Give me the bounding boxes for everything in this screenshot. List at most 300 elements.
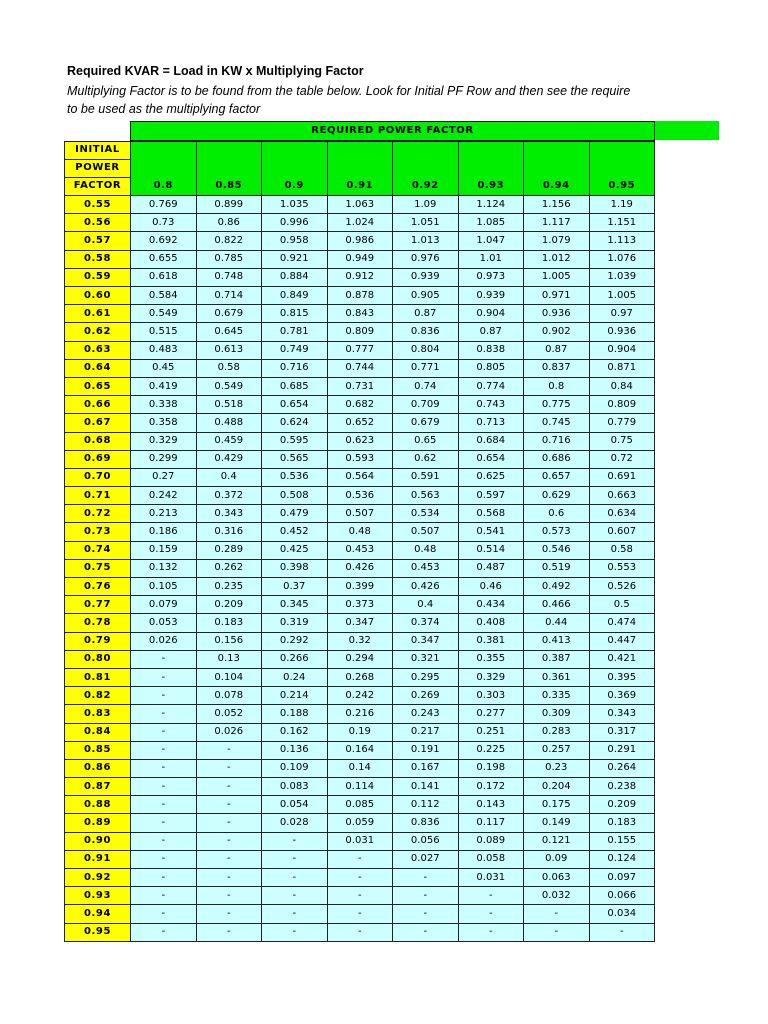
factor-cell: 0.515 xyxy=(131,323,197,341)
instruction-line-1: Multiplying Factor is to be found from the table below. Look for Initial PF Row and then see the require xyxy=(67,84,631,98)
initial-pf-label: 0.68 xyxy=(65,432,131,450)
factor-cell: 0.335 xyxy=(524,687,590,705)
factor-cell: 0.264 xyxy=(589,759,655,777)
factor-cell: - xyxy=(327,850,393,868)
factor-cell: - xyxy=(131,650,197,668)
factor-cell: 0.167 xyxy=(393,759,459,777)
factor-cell: 0.73 xyxy=(131,214,197,232)
table-row xyxy=(65,905,655,923)
factor-cell: 0.971 xyxy=(524,287,590,305)
factor-cell: 0.553 xyxy=(589,559,655,577)
factor-cell: 0.44 xyxy=(524,614,590,632)
factor-cell: 0.291 xyxy=(589,741,655,759)
factor-cell: - xyxy=(196,923,262,941)
factor-cell: 0.836 xyxy=(393,814,459,832)
factor-cell: - xyxy=(262,869,328,887)
factor-cell: 0.713 xyxy=(458,414,524,432)
factor-cell: 0.143 xyxy=(458,796,524,814)
initial-pf-label: 0.76 xyxy=(65,578,131,596)
factor-cell: - xyxy=(131,705,197,723)
initial-header-line-3: FACTOR xyxy=(65,177,131,195)
factor-cell: - xyxy=(393,869,459,887)
factor-cell: 0.242 xyxy=(327,687,393,705)
factor-cell: 0.905 xyxy=(393,287,459,305)
factor-cell: 0.257 xyxy=(524,741,590,759)
factor-cell: 0.225 xyxy=(458,741,524,759)
factor-cell: 0.645 xyxy=(196,323,262,341)
header-row-1 xyxy=(65,141,655,159)
factor-cell: - xyxy=(131,796,197,814)
factor-cell: 0.217 xyxy=(393,723,459,741)
factor-cell: 0.136 xyxy=(262,741,328,759)
factor-cell: - xyxy=(327,869,393,887)
factor-cell: 0.613 xyxy=(196,341,262,359)
factor-cell: 1.024 xyxy=(327,214,393,232)
table-row xyxy=(65,650,655,668)
factor-cell: 0.549 xyxy=(131,305,197,323)
factor-cell: 0.183 xyxy=(196,614,262,632)
factor-cell: - xyxy=(131,778,197,796)
factor-cell: 0.083 xyxy=(262,778,328,796)
initial-pf-label: 0.63 xyxy=(65,341,131,359)
table-row xyxy=(65,305,655,323)
initial-pf-label: 0.70 xyxy=(65,468,131,486)
factor-cell: 0.731 xyxy=(327,377,393,395)
factor-cell: - xyxy=(262,887,328,905)
factor-cell: 1.063 xyxy=(327,196,393,214)
factor-cell: 0.429 xyxy=(196,450,262,468)
factor-cell: 0.321 xyxy=(393,650,459,668)
factor-cell: 0.939 xyxy=(393,268,459,286)
factor-cell: 0.686 xyxy=(524,450,590,468)
factor-cell: 0.026 xyxy=(131,632,197,650)
factor-cell: 0.372 xyxy=(196,487,262,505)
factor-cell: 0.568 xyxy=(458,505,524,523)
factor-cell: - xyxy=(131,869,197,887)
factor-cell: 0.183 xyxy=(589,814,655,832)
factor-cell: 0.32 xyxy=(327,632,393,650)
initial-pf-label: 0.82 xyxy=(65,687,131,705)
factor-cell: 0.23 xyxy=(524,759,590,777)
factor-cell: 0.162 xyxy=(262,723,328,741)
factor-cell: 0.838 xyxy=(458,341,524,359)
factor-cell: - xyxy=(131,759,197,777)
factor-cell: 0.343 xyxy=(589,705,655,723)
document-heading: Required KVAR = Load in KW x Multiplying Factor xyxy=(67,64,364,78)
factor-cell: - xyxy=(131,832,197,850)
factor-cell: - xyxy=(589,923,655,941)
factor-cell: 0.87 xyxy=(393,305,459,323)
factor-cell: 0.19 xyxy=(327,723,393,741)
factor-cell: 0.692 xyxy=(131,232,197,250)
factor-cell: 0.72 xyxy=(589,450,655,468)
initial-pf-label: 0.78 xyxy=(65,614,131,632)
factor-cell: 0.805 xyxy=(458,359,524,377)
factor-cell: 0.743 xyxy=(458,396,524,414)
factor-cell: 0.97 xyxy=(589,305,655,323)
factor-cell: 0.58 xyxy=(196,359,262,377)
table-row xyxy=(65,614,655,632)
initial-pf-label: 0.74 xyxy=(65,541,131,559)
factor-cell: 0.65 xyxy=(393,432,459,450)
factor-cell: 0.089 xyxy=(458,832,524,850)
factor-cell: - xyxy=(196,741,262,759)
factor-cell: 0.781 xyxy=(262,323,328,341)
factor-cell: 0.654 xyxy=(458,450,524,468)
table-row xyxy=(65,468,655,486)
factor-cell: - xyxy=(327,887,393,905)
factor-cell: 0.121 xyxy=(524,832,590,850)
header-row-3 xyxy=(65,177,655,195)
factor-cell: 0.843 xyxy=(327,305,393,323)
table-row xyxy=(65,487,655,505)
factor-cell: 0.48 xyxy=(327,523,393,541)
factor-cell: 0.86 xyxy=(196,214,262,232)
factor-cell: 0.204 xyxy=(524,778,590,796)
factor-cell: 0.62 xyxy=(393,450,459,468)
factor-cell: 0.251 xyxy=(458,723,524,741)
factor-cell: 0.27 xyxy=(131,468,197,486)
table-row xyxy=(65,632,655,650)
factor-cell: 0.618 xyxy=(131,268,197,286)
factor-cell: 1.076 xyxy=(589,250,655,268)
factor-cell: 0.453 xyxy=(393,559,459,577)
factor-cell: 0.878 xyxy=(327,287,393,305)
factor-cell: 0.921 xyxy=(262,250,328,268)
factor-cell: 1.005 xyxy=(589,287,655,305)
factor-cell: 0.709 xyxy=(393,396,459,414)
factor-cell: 0.74 xyxy=(393,377,459,395)
factor-cell: 0.329 xyxy=(131,432,197,450)
factor-cell: 0.114 xyxy=(327,778,393,796)
initial-header-line-1: INITIAL xyxy=(65,141,131,159)
factor-cell: - xyxy=(131,741,197,759)
table-row xyxy=(65,287,655,305)
factor-cell: 0.453 xyxy=(327,541,393,559)
table-row xyxy=(65,377,655,395)
initial-pf-label: 0.77 xyxy=(65,596,131,614)
factor-cell: 0.347 xyxy=(393,632,459,650)
factor-cell: 0.198 xyxy=(458,759,524,777)
factor-cell: 0.37 xyxy=(262,578,328,596)
factor-cell: 0.317 xyxy=(589,723,655,741)
factor-cell: 1.035 xyxy=(262,196,328,214)
factor-cell: 0.769 xyxy=(131,196,197,214)
factor-cell: - xyxy=(327,923,393,941)
factor-cell: 0.492 xyxy=(524,578,590,596)
factor-cell: 1.047 xyxy=(458,232,524,250)
factor-cell: 0.623 xyxy=(327,432,393,450)
factor-cell: 0.426 xyxy=(393,578,459,596)
factor-cell: 0.483 xyxy=(131,341,197,359)
factor-cell: 0.899 xyxy=(196,196,262,214)
factor-cell: 0.309 xyxy=(524,705,590,723)
factor-cell: 1.156 xyxy=(524,196,590,214)
table-row xyxy=(65,541,655,559)
factor-cell: 0.373 xyxy=(327,596,393,614)
factor-cell: 0.822 xyxy=(196,232,262,250)
factor-cell: 0.679 xyxy=(196,305,262,323)
initial-pf-label: 0.57 xyxy=(65,232,131,250)
factor-cell: 0.238 xyxy=(589,778,655,796)
factor-cell: 0.785 xyxy=(196,250,262,268)
factor-cell: 0.563 xyxy=(393,487,459,505)
factor-cell: 0.8 xyxy=(524,377,590,395)
factor-cell: 0.849 xyxy=(262,287,328,305)
factor-cell: 0.684 xyxy=(458,432,524,450)
initial-pf-label: 0.89 xyxy=(65,814,131,832)
factor-cell: - xyxy=(458,923,524,941)
factor-cell: 1.079 xyxy=(524,232,590,250)
table-row xyxy=(65,687,655,705)
factor-cell: 1.09 xyxy=(393,196,459,214)
factor-cell: 0.48 xyxy=(393,541,459,559)
factor-cell: 0.625 xyxy=(458,468,524,486)
factor-cell: 0.191 xyxy=(393,741,459,759)
factor-cell: 0.624 xyxy=(262,414,328,432)
factor-cell: 0.479 xyxy=(262,505,328,523)
factor-cell: 0.549 xyxy=(196,377,262,395)
factor-cell: - xyxy=(262,832,328,850)
factor-cell: 0.316 xyxy=(196,523,262,541)
initial-pf-label: 0.87 xyxy=(65,778,131,796)
factor-cell: 0.87 xyxy=(524,341,590,359)
factor-cell: 0.682 xyxy=(327,396,393,414)
initial-pf-label: 0.81 xyxy=(65,668,131,686)
column-header: 0.9 xyxy=(262,177,328,195)
factor-cell: - xyxy=(262,905,328,923)
initial-pf-label: 0.73 xyxy=(65,523,131,541)
factor-cell: - xyxy=(131,723,197,741)
initial-pf-label: 0.84 xyxy=(65,723,131,741)
factor-cell: - xyxy=(262,923,328,941)
initial-pf-label: 0.90 xyxy=(65,832,131,850)
factor-cell: 0.986 xyxy=(327,232,393,250)
factor-cell: 0.294 xyxy=(327,650,393,668)
factor-cell: 0.949 xyxy=(327,250,393,268)
factor-cell: - xyxy=(196,759,262,777)
factor-cell: 0.716 xyxy=(524,432,590,450)
factor-cell: 1.113 xyxy=(589,232,655,250)
factor-cell: 0.413 xyxy=(524,632,590,650)
factor-cell: - xyxy=(131,850,197,868)
factor-cell: - xyxy=(196,905,262,923)
factor-cell: 0.884 xyxy=(262,268,328,286)
factor-cell: 0.871 xyxy=(589,359,655,377)
table-row xyxy=(65,723,655,741)
factor-cell: - xyxy=(196,832,262,850)
factor-cell: 0.584 xyxy=(131,287,197,305)
factor-cell: 0.054 xyxy=(262,796,328,814)
factor-cell: 0.593 xyxy=(327,450,393,468)
factor-cell: 0.936 xyxy=(589,323,655,341)
factor-cell: 0.912 xyxy=(327,268,393,286)
factor-cell: 0.434 xyxy=(458,596,524,614)
factor-cell: - xyxy=(131,687,197,705)
factor-cell: 0.032 xyxy=(524,887,590,905)
factor-cell: - xyxy=(131,668,197,686)
factor-cell: - xyxy=(131,814,197,832)
factor-cell: 0.303 xyxy=(458,687,524,705)
initial-pf-label: 0.62 xyxy=(65,323,131,341)
factor-cell: 1.012 xyxy=(524,250,590,268)
initial-pf-label: 0.67 xyxy=(65,414,131,432)
initial-pf-label: 0.75 xyxy=(65,559,131,577)
factor-cell: 0.652 xyxy=(327,414,393,432)
factor-cell: 0.132 xyxy=(131,559,197,577)
factor-cell: 0.777 xyxy=(327,341,393,359)
factor-cell: 0.607 xyxy=(589,523,655,541)
factor-cell: 0.24 xyxy=(262,668,328,686)
factor-cell: 0.031 xyxy=(327,832,393,850)
factor-cell: 1.005 xyxy=(524,268,590,286)
factor-cell: 0.398 xyxy=(262,559,328,577)
table-row xyxy=(65,559,655,577)
factor-cell: 0.507 xyxy=(393,523,459,541)
initial-pf-label: 0.65 xyxy=(65,377,131,395)
factor-cell: - xyxy=(196,796,262,814)
initial-pf-label: 0.91 xyxy=(65,850,131,868)
factor-cell: 0.534 xyxy=(393,505,459,523)
factor-cell: 0.634 xyxy=(589,505,655,523)
table-row xyxy=(65,450,655,468)
factor-cell: 0.936 xyxy=(524,305,590,323)
initial-pf-label: 0.56 xyxy=(65,214,131,232)
factor-cell: 0.536 xyxy=(327,487,393,505)
factor-cell: 0.09 xyxy=(524,850,590,868)
table-row xyxy=(65,814,655,832)
factor-cell: 1.117 xyxy=(524,214,590,232)
table-row xyxy=(65,596,655,614)
factor-cell: 0.565 xyxy=(262,450,328,468)
column-header: 0.92 xyxy=(393,177,459,195)
corner-cell xyxy=(65,122,131,142)
factor-cell: 0.564 xyxy=(327,468,393,486)
factor-cell: - xyxy=(196,850,262,868)
factor-cell: 0.75 xyxy=(589,432,655,450)
factor-cell: 0.188 xyxy=(262,705,328,723)
factor-cell: 0.487 xyxy=(458,559,524,577)
column-header-blank xyxy=(524,141,590,177)
column-header-blank xyxy=(262,141,328,177)
factor-cell: 0.395 xyxy=(589,668,655,686)
column-header: 0.93 xyxy=(458,177,524,195)
factor-cell: 0.815 xyxy=(262,305,328,323)
factor-cell: 0.109 xyxy=(262,759,328,777)
factor-cell: 0.243 xyxy=(393,705,459,723)
column-header: 0.85 xyxy=(196,177,262,195)
factor-cell: 0.347 xyxy=(327,614,393,632)
factor-cell: 0.748 xyxy=(196,268,262,286)
factor-cell: 0.466 xyxy=(524,596,590,614)
factor-cell: 0.519 xyxy=(524,559,590,577)
column-header-blank xyxy=(327,141,393,177)
factor-cell: 0.84 xyxy=(589,377,655,395)
initial-pf-label: 0.64 xyxy=(65,359,131,377)
factor-cell: - xyxy=(458,905,524,923)
factor-cell: - xyxy=(196,778,262,796)
table-row xyxy=(65,832,655,850)
factor-cell: 0.421 xyxy=(589,650,655,668)
instruction-line-2: to be used as the multiplying factor xyxy=(67,102,261,116)
factor-cell: 0.159 xyxy=(131,541,197,559)
initial-pf-label: 0.83 xyxy=(65,705,131,723)
factor-cell: 0.079 xyxy=(131,596,197,614)
factor-cell: 1.124 xyxy=(458,196,524,214)
initial-header-line-2: POWER xyxy=(65,159,131,177)
factor-cell: 0.996 xyxy=(262,214,328,232)
table-row xyxy=(65,268,655,286)
column-header-blank xyxy=(196,141,262,177)
factor-cell: 0.269 xyxy=(393,687,459,705)
factor-cell: 0.028 xyxy=(262,814,328,832)
factor-cell: 0.716 xyxy=(262,359,328,377)
factor-cell: 0.299 xyxy=(131,450,197,468)
initial-pf-label: 0.72 xyxy=(65,505,131,523)
factor-cell: 0.685 xyxy=(262,377,328,395)
factor-cell: 0.063 xyxy=(524,869,590,887)
table-row xyxy=(65,250,655,268)
header-green-extension xyxy=(653,121,719,140)
factor-cell: 0.654 xyxy=(262,396,328,414)
factor-cell: 0.526 xyxy=(589,578,655,596)
factor-cell: 0.902 xyxy=(524,323,590,341)
group-header-row xyxy=(65,122,655,142)
factor-cell: 0.027 xyxy=(393,850,459,868)
factor-cell: 0.744 xyxy=(327,359,393,377)
initial-pf-label: 0.86 xyxy=(65,759,131,777)
factor-cell: 0.837 xyxy=(524,359,590,377)
factor-cell: 0.775 xyxy=(524,396,590,414)
factor-cell: 0.355 xyxy=(458,650,524,668)
table-row xyxy=(65,578,655,596)
factor-cell: 1.013 xyxy=(393,232,459,250)
table-row xyxy=(65,796,655,814)
table-row xyxy=(65,505,655,523)
factor-cell: 0.149 xyxy=(524,814,590,832)
factor-cell: 0.345 xyxy=(262,596,328,614)
table-row xyxy=(65,759,655,777)
factor-cell: 0.209 xyxy=(589,796,655,814)
factor-cell: 0.141 xyxy=(393,778,459,796)
factor-cell: 0.213 xyxy=(131,505,197,523)
table-row xyxy=(65,705,655,723)
factor-cell: 0.459 xyxy=(196,432,262,450)
table-row xyxy=(65,414,655,432)
factor-cell: 0.679 xyxy=(393,414,459,432)
factor-cell: 0.663 xyxy=(589,487,655,505)
initial-pf-label: 0.95 xyxy=(65,923,131,941)
factor-cell: - xyxy=(131,887,197,905)
factor-cell: 0.156 xyxy=(196,632,262,650)
factor-cell: 0.541 xyxy=(458,523,524,541)
factor-cell: 0.514 xyxy=(458,541,524,559)
table-row xyxy=(65,396,655,414)
factor-cell: 1.051 xyxy=(393,214,459,232)
factor-cell: - xyxy=(524,905,590,923)
factor-cell: 0.277 xyxy=(458,705,524,723)
factor-cell: 0.066 xyxy=(589,887,655,905)
factor-cell: 0.056 xyxy=(393,832,459,850)
factor-cell: 1.19 xyxy=(589,196,655,214)
factor-cell: 0.117 xyxy=(458,814,524,832)
factor-cell: 1.01 xyxy=(458,250,524,268)
factor-cell: 0.155 xyxy=(589,832,655,850)
factor-cell: 0.266 xyxy=(262,650,328,668)
factor-cell: 0.87 xyxy=(458,323,524,341)
factor-cell: 0.904 xyxy=(589,341,655,359)
factor-cell: 1.039 xyxy=(589,268,655,286)
